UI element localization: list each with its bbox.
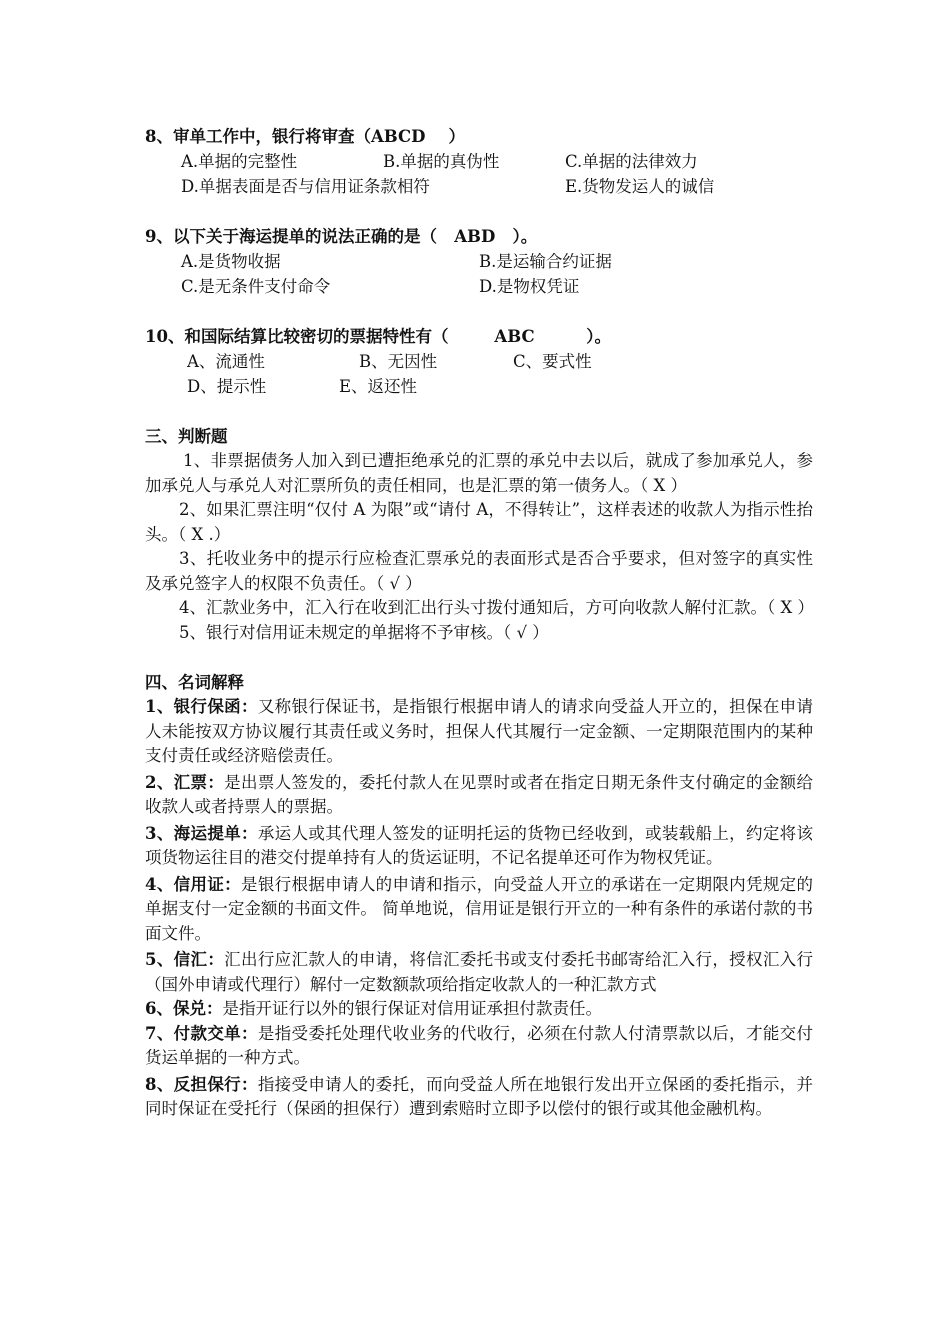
spacer xyxy=(145,645,813,670)
option-a: A、流通性 xyxy=(187,352,265,371)
option-d: D.单据表面是否与信用证条款相符 xyxy=(181,177,430,196)
judgement-item-5: 5、银行对信用证未规定的单据将不予审核。（ √ ） xyxy=(179,622,549,642)
option-c: C.单据的法律效力 xyxy=(565,152,698,171)
judgement-item-1: 1、非票据债务人加入到已遭拒绝承兑的汇票的承兑中去以后，就成了参加承兑人，参加承兑人与承兑人对汇票所负的责任相同，也是汇票的第一债务人。（ X ） xyxy=(145,451,813,495)
question-8-title: 8、审单工作中，银行将审查（ABCD ） xyxy=(145,127,465,146)
option-c: C.是无条件支付命令 xyxy=(181,277,331,296)
spacer xyxy=(145,299,813,324)
judgement-item-4: 4、汇款业务中，汇入行在收到汇出行头寸拨付通知后，方可向收款人解付汇款。（ X ） xyxy=(179,598,814,617)
term-label: 4、信用证： xyxy=(145,874,241,894)
term-text: 指接受申请人的委托，而向受益人所在地银行发出开立保函的委托指示，并同时保证在受托行（保函的担保行）遭到索赔时立即予以偿付的银行或其他金融机构。 xyxy=(145,1074,814,1118)
term-label: 7、付款交单： xyxy=(145,1023,258,1043)
term-definition xyxy=(145,695,813,769)
term-label: 5、信汇： xyxy=(145,950,225,969)
term-definition xyxy=(145,771,813,820)
section-heading-judgement: 三、判断题 xyxy=(145,427,228,446)
option-b: B.是运输合约证据 xyxy=(479,252,612,271)
term-definition xyxy=(145,997,813,1022)
term-text: 是指受委托处理代收业务的代收行，必须在付款人付清票款以后，才能交付货运单据的一种方式。 xyxy=(145,1023,814,1067)
option-e: E.货物发运人的诚信 xyxy=(565,177,715,196)
term-text: 又称银行保证书，是指银行根据申请人的请求向受益人开立的，担保在申请人未能按双方协议履行其责任或义务时，担保人代其履行一定金额、一定期限范围内的某种支付责任或经济赔偿责任。 xyxy=(145,697,814,765)
question-9-options-row-1 xyxy=(145,249,813,274)
option-a: A.是货物收据 xyxy=(181,252,281,271)
term-label: 3、海运提单： xyxy=(145,823,258,843)
question-8-options-row-2 xyxy=(145,174,813,199)
judgement-item-3: 3、托收业务中的提示行应检查汇票承兑的表面形式是否合乎要求，但对签字的真实性及承兑签字人的权限不负责任。（ √ ） xyxy=(145,549,813,593)
section-heading-terms: 四、名词解释 xyxy=(145,673,244,692)
option-c: C、要式性 xyxy=(513,352,592,371)
option-d: D.是物权凭证 xyxy=(479,277,580,296)
term-text: 是银行根据申请人的申请和指示，向受益人开立的承诺在一定期限内凭规定的单据支付一定金额的书面文件。 简单地说，信用证是银行开立的一种有条件的承诺付款的书面文件。 xyxy=(145,874,813,943)
term-definition xyxy=(145,948,813,997)
term-definition xyxy=(145,1073,813,1122)
judgement-item-2: 2、如果汇票注明“仅付 A 为限”或“请付 A，不得转让”，这样表述的收款人为指示性抬头。（ X .） xyxy=(145,500,813,544)
option-b: B.单据的真伪性 xyxy=(383,152,500,171)
term-text: 是指开证行以外的银行保证对信用证承担付款责任。 xyxy=(222,999,602,1018)
question-10-title: 10、和国际结算比较密切的票据特性有（ ABC ）。 xyxy=(145,327,612,346)
term-definition xyxy=(145,873,813,947)
option-b: B、无因性 xyxy=(359,352,438,371)
term-label: 8、反担保行： xyxy=(145,1074,258,1094)
question-10-options-row-2 xyxy=(145,374,813,399)
term-label: 6、保兑： xyxy=(145,999,223,1018)
term-label: 1、银行保函： xyxy=(145,697,258,716)
term-text: 汇出行应汇款人的申请，将信汇委托书或支付委托书邮寄给汇入行，授权汇入行（国外申请或代理行）解付一定数额款项给指定收款人的一种汇款方式 xyxy=(145,950,814,994)
term-label: 2、汇票： xyxy=(145,772,225,792)
question-8-options-row-1 xyxy=(145,149,813,174)
term-definition xyxy=(145,822,813,871)
term-definition xyxy=(145,1022,813,1071)
term-text: 承运人或其代理人签发的证明托运的货物已经收到，或装载船上，约定将该项货物运往目的港交付提单持有人的货运证明，不记名提单还可作为物权凭证。 xyxy=(145,823,814,867)
question-10-options-row-1 xyxy=(145,349,813,374)
document-content xyxy=(145,124,813,1122)
question-9-options-row-2 xyxy=(145,274,813,299)
spacer xyxy=(145,199,813,224)
spacer xyxy=(145,399,813,424)
option-a: A.单据的完整性 xyxy=(181,152,298,171)
option-d: D、提示性 xyxy=(187,377,267,396)
question-9-title: 9、以下关于海运提单的说法正确的是（ ABD ）。 xyxy=(145,227,538,246)
option-e: E、返还性 xyxy=(339,377,418,396)
term-text: 是出票人签发的，委托付款人在见票时或者在指定日期无条件支付确定的金额给收款人或者持票人的票据。 xyxy=(145,772,814,816)
